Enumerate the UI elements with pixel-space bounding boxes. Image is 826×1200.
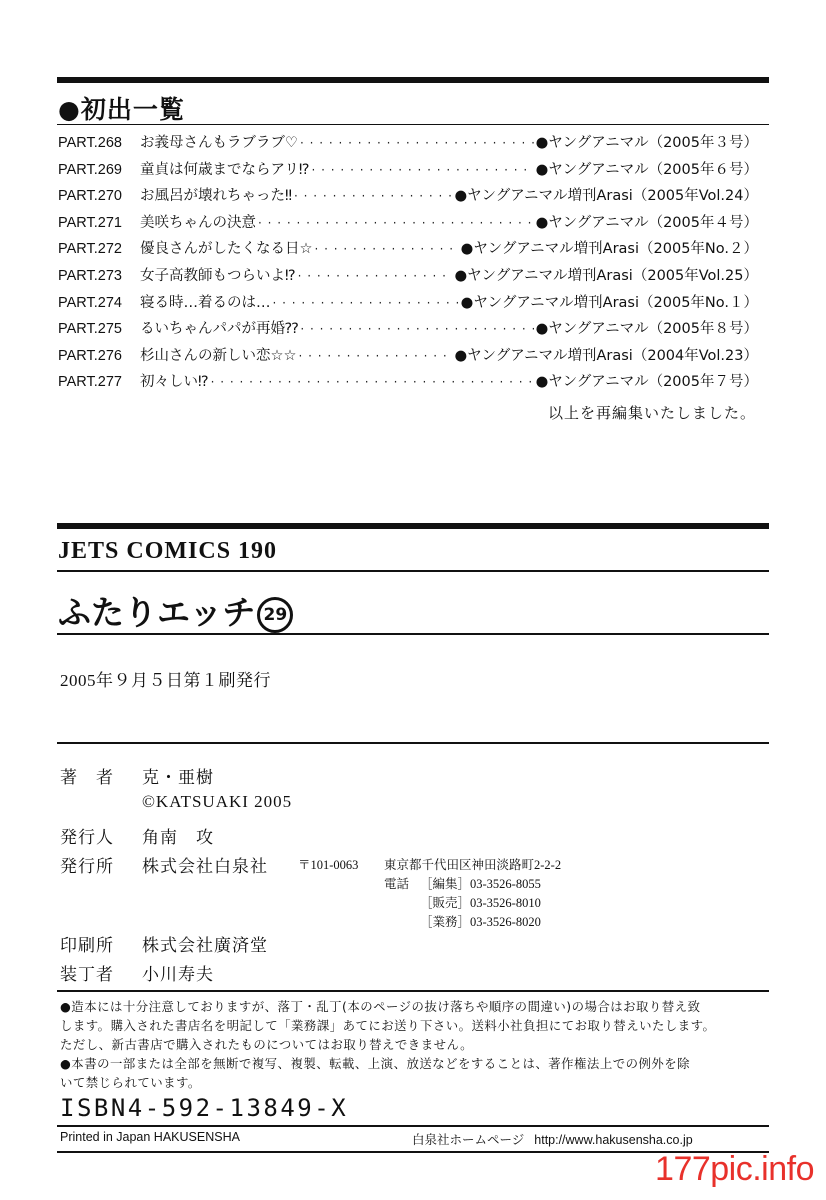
notice-line-4: ●本書の一部または全部を無断で複写、複製、転載、上演、放送などをすることは、著作権法上での例外を除 bbox=[60, 1056, 691, 1071]
designer-name: 小川寿夫 bbox=[142, 965, 214, 985]
printer-name: 株式会社廣済堂 bbox=[142, 936, 268, 956]
author-name: 克・亜樹 bbox=[142, 768, 214, 788]
toc-source: ●ヤングアニマル（2005年６号） bbox=[535, 161, 758, 178]
toc-entry bbox=[58, 237, 758, 264]
toc-part-number: PART.273 bbox=[58, 267, 122, 284]
notice-line-2: します。購入された書店名を明記して「業務課」あてにお送り下さい。送料小社負担にてお取り替えいたします。 bbox=[60, 1018, 716, 1033]
toc-leader-dots bbox=[300, 322, 533, 336]
toc-source: ●ヤングアニマル増刊Arasi（2005年No.２） bbox=[460, 241, 758, 258]
isbn: ISBN4-592-13849-X bbox=[60, 1094, 349, 1122]
toc-leader-dots bbox=[300, 136, 534, 150]
publisher-name: 株式会社白泉社 bbox=[142, 857, 268, 877]
toc-chapter-title: るいちゃんパパが再婚⁇ bbox=[140, 321, 299, 338]
volume-badge: 29 bbox=[257, 597, 293, 633]
toc-chapter-title: お義母さんもラブラブ♡ bbox=[140, 135, 298, 151]
publisher-label: 発行所 bbox=[60, 857, 114, 877]
toc-source: ●ヤングアニマル（2005年４号） bbox=[535, 214, 758, 231]
toc-chapter-title: 優良さんがしたくなる日☆ bbox=[140, 241, 313, 258]
toc-source: ●ヤングアニマル増刊Arasi（2004年Vol.23） bbox=[454, 347, 758, 364]
toc-leader-dots bbox=[211, 375, 534, 389]
toc-entry bbox=[58, 211, 758, 238]
toc-source: ●ヤングアニマル（2005年７号） bbox=[535, 374, 758, 391]
toc-chapter-title: 童貞は何歳までならアリ⁉ bbox=[140, 161, 310, 178]
toc-chapter-title: お風呂が壊れちゃった‼ bbox=[140, 188, 293, 205]
publication-date: 2005年９月５日第１刷発行 bbox=[60, 671, 271, 690]
series-label: JETS COMICS 190 bbox=[58, 538, 278, 564]
toc-entry bbox=[58, 158, 758, 185]
printed-in: Printed in Japan HAKUSENSHA bbox=[60, 1130, 240, 1144]
notice-line-1: ●造本には十分注意しておりますが、落丁・乱丁(本のページの抜け落ちや順序の間違い)の場合はお取り替え致 bbox=[60, 999, 701, 1014]
toc-entry bbox=[58, 131, 758, 158]
toc-chapter-title: 初々しい⁉ bbox=[140, 374, 209, 391]
toc-list bbox=[58, 131, 758, 397]
toc-part-number: PART.276 bbox=[58, 347, 122, 364]
toc-chapter-title: 美咲ちゃんの決意 bbox=[140, 214, 256, 231]
toc-part-number: PART.275 bbox=[58, 321, 122, 338]
toc-note: 以上を再編集いたしました。 bbox=[547, 404, 756, 422]
toc-source: ●ヤングアニマル増刊Arasi（2005年Vol.25） bbox=[454, 267, 758, 284]
tel-editorial: ［編集］03-3526-8055 bbox=[420, 877, 541, 891]
toc-part-number: PART.271 bbox=[58, 214, 122, 231]
copyright: ©KATSUAKI 2005 bbox=[142, 792, 293, 811]
book-title bbox=[58, 587, 293, 634]
toc-entry bbox=[58, 264, 758, 291]
toc-part-number: PART.269 bbox=[58, 161, 122, 178]
tel-business: ［業務］03-3526-8020 bbox=[420, 915, 541, 929]
homepage-url[interactable]: http://www.hakusensha.co.jp bbox=[534, 1133, 693, 1147]
toc-entry bbox=[58, 184, 758, 211]
toc-entry bbox=[58, 370, 758, 397]
toc-source: ●ヤングアニマル増刊Arasi（2005年No.１） bbox=[460, 294, 758, 311]
book-title-text: ふたりエッチ bbox=[58, 593, 256, 632]
toc-leader-dots bbox=[258, 216, 534, 230]
tel-label: 電話 bbox=[384, 877, 410, 891]
toc-leader-dots bbox=[299, 349, 453, 363]
toc-entry bbox=[58, 317, 758, 344]
homepage bbox=[412, 1130, 693, 1148]
publisher-person: 角南 攻 bbox=[142, 828, 214, 848]
toc-part-number: PART.277 bbox=[58, 374, 122, 391]
toc-leader-dots bbox=[298, 269, 453, 283]
toc-leader-dots bbox=[294, 189, 452, 203]
top-rule bbox=[57, 77, 769, 83]
printer-label: 印刷所 bbox=[60, 936, 114, 956]
toc-part-number: PART.272 bbox=[58, 241, 122, 258]
toc-source: ●ヤングアニマル増刊Arasi（2005年Vol.24） bbox=[454, 188, 758, 205]
toc-leader-dots bbox=[315, 242, 459, 256]
tel-sales: ［販売］03-3526-8010 bbox=[420, 896, 541, 910]
toc-leader-dots bbox=[273, 296, 459, 310]
series-divider bbox=[57, 570, 769, 572]
publisher-person-label: 発行人 bbox=[60, 828, 114, 848]
credits-divider bbox=[57, 742, 769, 744]
toc-part-number: PART.268 bbox=[58, 135, 122, 151]
author-label: 著 者 bbox=[60, 768, 114, 788]
publisher-address: 東京都千代田区神田淡路町2-2-2 bbox=[384, 858, 562, 872]
watermark: 177pic.info bbox=[655, 1150, 814, 1188]
toc-chapter-title: 杉山さんの新しい恋☆☆ bbox=[140, 347, 297, 364]
isbn-rule bbox=[57, 1125, 769, 1127]
toc-heading: ●初出一覧 bbox=[58, 95, 185, 124]
designer-label: 装丁者 bbox=[60, 965, 114, 985]
postal-code: 〒101-0063 bbox=[298, 858, 359, 872]
notice-line-3: ただし、新古書店で購入されたものについてはお取り替えできません。 bbox=[60, 1037, 473, 1052]
toc-chapter-title: 寝る時…着るのは… bbox=[140, 294, 271, 311]
colophon-top-rule bbox=[57, 523, 769, 529]
notice-top-rule bbox=[57, 990, 769, 992]
toc-source: ●ヤングアニマル（2005年３号） bbox=[535, 135, 758, 151]
toc-entry bbox=[58, 344, 758, 371]
notice-line-5: いて禁じられています。 bbox=[60, 1075, 201, 1090]
toc-part-number: PART.270 bbox=[58, 188, 122, 205]
toc-part-number: PART.274 bbox=[58, 294, 122, 311]
toc-chapter-title: 女子高教師もつらいよ⁉ bbox=[140, 267, 296, 284]
toc-leader-dots bbox=[312, 163, 534, 177]
toc-entry bbox=[58, 291, 758, 318]
toc-source: ●ヤングアニマル（2005年８号） bbox=[535, 321, 758, 338]
homepage-label: 白泉社ホームページ bbox=[412, 1132, 525, 1147]
